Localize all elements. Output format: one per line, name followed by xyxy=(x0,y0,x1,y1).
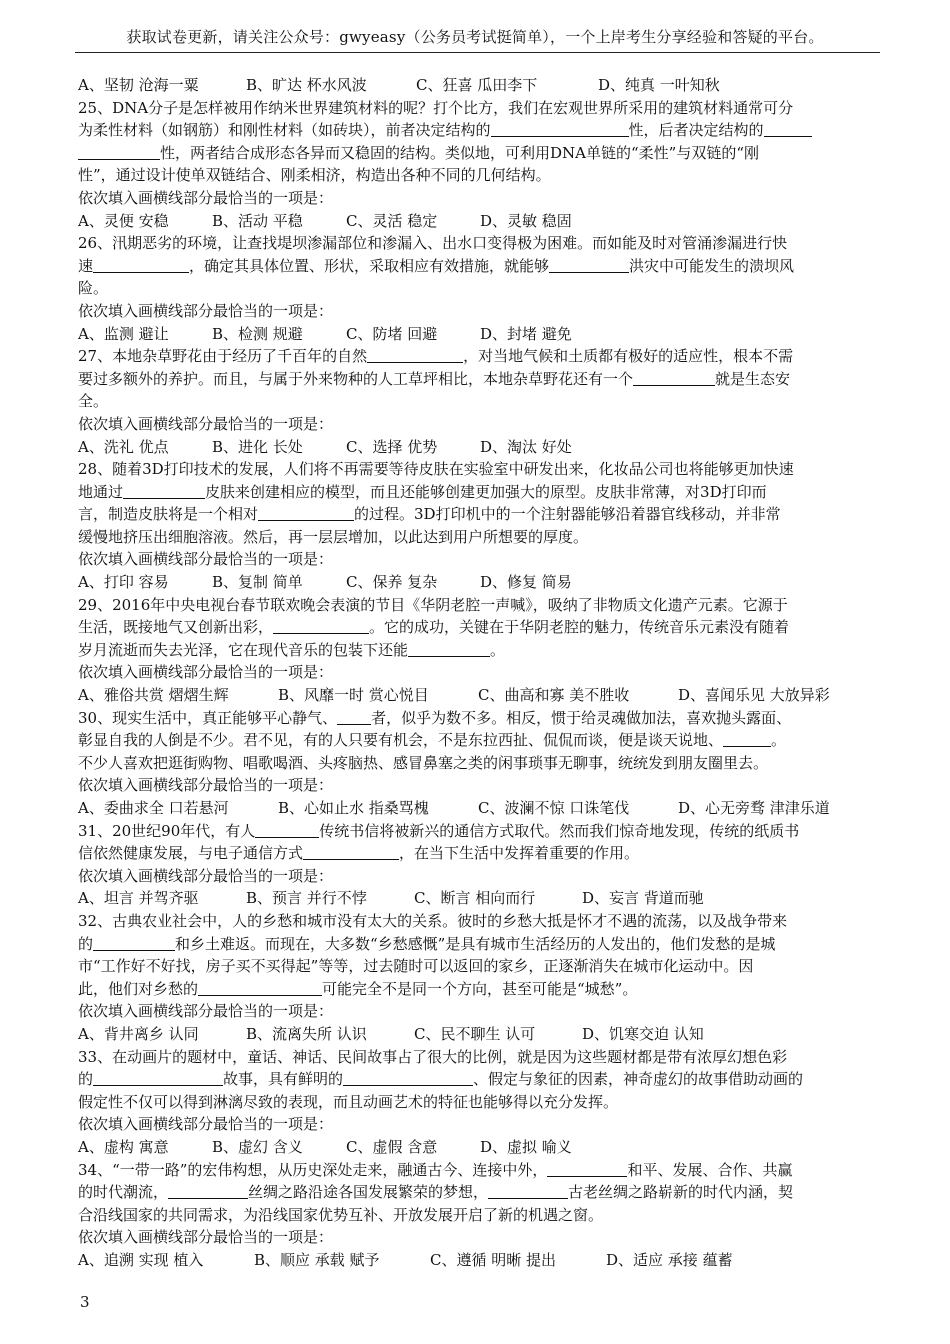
q27-options xyxy=(78,436,883,459)
answer-blank xyxy=(491,121,629,137)
page-header: 获取试卷更新，请关注公众号：gwyeasy（公务员考试挺简单），一个上岸考生分享经验和答疑的平台。 xyxy=(126,28,824,46)
q27-option-d: D、淘汰 好处 xyxy=(480,437,572,456)
q29-option-b: B、风靡一时 赏心悦目 xyxy=(278,686,429,705)
q26-line-1: 26、汛期恶劣的环境，让查找堤坝渗漏部位和渗漏入、出水口变得极为困难。而如能及时对管涌渗漏进行快 xyxy=(78,234,788,253)
q26-line-3: 险。 xyxy=(78,279,109,298)
q32-line-3: 市“工作好不好找，房子买不买得起”等等，过去随时可以返回的家乡，正逐渐消失在城市化运动中。因 xyxy=(78,957,754,976)
q25-option-a: A、灵便 安稳 xyxy=(78,211,169,230)
q29-line-3: 岁月流逝而失去光泽，它在现代音乐的包装下还能 。 xyxy=(78,640,506,659)
answer-blank xyxy=(93,935,175,951)
q28-option-a: A、打印 容易 xyxy=(78,573,169,592)
q33-prompt: 依次填入画横线部分最恰当的一项是： xyxy=(78,1115,334,1134)
q25-option-c: C、灵活 稳定 xyxy=(346,211,438,230)
q25-line-1: 25、DNA分子是怎样被用作纳米世界建筑材料的呢？打个比方，我们在宏观世界所采用的建筑材料通常可分 xyxy=(78,98,794,117)
q25-line-4: 性”，通过设计使单双链结合、刚柔相济，构造出各种不同的几何结构。 xyxy=(78,166,551,185)
q24-option-d: D、纯真 一叶知秋 xyxy=(598,76,720,94)
q25-option-b: B、活动 平稳 xyxy=(212,211,303,230)
q30-line-1: 30、现实生活中，真正能够平心静气、 者，似乎为数不多。相反，惯于给灵魂做加法，喜欢抛头露面、 xyxy=(78,708,792,727)
page-number: 3 xyxy=(80,1293,90,1311)
answer-blank xyxy=(488,1183,568,1199)
answer-blank xyxy=(547,1161,627,1177)
answer-blank xyxy=(408,641,490,657)
q31-options xyxy=(78,887,883,910)
q32-prompt: 依次填入画横线部分最恰当的一项是： xyxy=(78,1002,334,1021)
q27-line-3: 全。 xyxy=(78,392,109,411)
q31-line-1: 31、20世纪90年代，有人 传统书信将被新兴的通信方式取代。然而我们惊奇地发现，传统的纸质书 xyxy=(78,821,800,840)
q27-prompt: 依次填入画横线部分最恰当的一项是： xyxy=(78,414,334,433)
q27-line-2: 要过多额外的养护。而且，与属于外来物种的人工草坪相比，本地杂草野花还有一个 就是生态安 xyxy=(78,369,791,388)
header-divider xyxy=(75,52,880,53)
answer-blank xyxy=(93,257,189,273)
answer-blank xyxy=(93,1070,223,1086)
q34-option-c: C、遵循 明晰 提出 xyxy=(430,1250,557,1269)
q32-line-4: 此，他们对乡愁的 可能完全不是同一个方向，甚至可能是“城愁”。 xyxy=(78,979,638,998)
q25-option-d: D、灵敏 稳固 xyxy=(480,211,572,230)
q34-prompt: 依次填入画横线部分最恰当的一项是： xyxy=(78,1228,334,1247)
q28-prompt: 依次填入画横线部分最恰当的一项是： xyxy=(78,550,334,569)
q34-options xyxy=(78,1249,883,1272)
q25-options xyxy=(78,210,883,233)
q28-line-4: 缓慢地挤压出细胞溶液。然后，再一层层增加，以此达到用户所想要的厚度。 xyxy=(78,527,589,546)
q33-line-1: 33、在动画片的题材中，童话、神话、民间故事占了很大的比例，就是因为这些题材都是带有浓厚幻想色彩 xyxy=(78,1047,788,1066)
q30-options xyxy=(78,797,883,820)
q29-option-a: A、雅俗共赏 熠熠生辉 xyxy=(78,686,229,705)
q29-option-d: D、喜闻乐见 大放异彩 xyxy=(678,686,830,705)
q27-option-b: B、进化 长处 xyxy=(212,437,303,456)
q33-option-c: C、虚假 含意 xyxy=(346,1137,438,1156)
q26-prompt: 依次填入画横线部分最恰当的一项是： xyxy=(78,301,334,320)
q28-line-1: 28、随着3D打印技术的发展，人们将不再需要等待皮肤在实验室中研发出来，化妆品公司也将能够更加快速 xyxy=(78,460,794,479)
q30-option-d: D、心无旁骛 津津乐道 xyxy=(678,799,830,817)
q30-option-b: B、心如止水 指桑骂槐 xyxy=(278,799,429,817)
q28-option-d: D、修复 简易 xyxy=(480,573,572,592)
q27-line-1: 27、本地杂草野花由于经历了千百年的自然 ，对当地气候和土质都有极好的适应性，根本不需 xyxy=(78,347,794,366)
q31-option-d: D、妄言 背道而驰 xyxy=(582,889,704,908)
q29-option-c: C、曲高和寡 美不胜收 xyxy=(478,686,630,705)
q28-line-2: 地通过 皮肤来创建相应的模型，而且还能够创建更加强大的原型。皮肤非常薄，对3D打印而 xyxy=(78,482,767,501)
q26-option-c: C、防堵 回避 xyxy=(346,324,438,343)
q28-options xyxy=(78,571,883,594)
answer-blank xyxy=(337,709,371,725)
q27-option-c: C、选择 优势 xyxy=(346,437,438,456)
q34-option-a: A、追溯 实现 植入 xyxy=(78,1250,204,1269)
answer-blank xyxy=(123,483,205,499)
q26-option-b: B、检测 规避 xyxy=(212,324,303,343)
q33-line-2: 的 故事，具有鲜明的 、假定与象征的因素，神奇虚幻的故事借助动画的 xyxy=(78,1070,804,1089)
q31-option-b: B、预言 并行不悖 xyxy=(246,889,367,908)
q34-line-3: 合沿线国家的共同需求，为沿线国家优势互补、开放发展开启了新的机遇之窗。 xyxy=(78,1205,604,1224)
q28-option-c: C、保养 复杂 xyxy=(346,573,438,592)
answer-blank xyxy=(273,618,369,634)
answer-blank xyxy=(723,731,771,747)
q31-option-a: A、坦言 并驾齐驱 xyxy=(78,889,199,908)
q30-prompt: 依次填入画横线部分最恰当的一项是： xyxy=(78,776,334,795)
q29-options xyxy=(78,684,883,707)
q33-option-b: B、虚幻 含义 xyxy=(212,1137,303,1156)
q33-option-d: D、虚拟 喻义 xyxy=(480,1137,572,1156)
answer-blank xyxy=(549,257,629,273)
q26-options xyxy=(78,323,883,346)
q27-option-a: A、洗礼 优点 xyxy=(78,437,169,456)
q24-option-b: B、旷达 杯水风波 xyxy=(246,76,367,94)
answer-blank xyxy=(168,1183,248,1199)
answer-blank xyxy=(258,505,354,521)
q34-option-d: D、适应 承接 蕴蓄 xyxy=(606,1250,733,1269)
q24-options xyxy=(78,74,883,97)
q34-line-2: 的时代潮流， 丝绸之路沿途各国发展繁荣的梦想， 古老丝绸之路崭新的时代内涵，契 xyxy=(78,1183,794,1202)
q25-line-3: 性，两者结合成形态各异而又稳固的结构。类似地，可利用DNA单链的“柔性”与双链的“刚 xyxy=(78,142,883,165)
q33-options xyxy=(78,1136,883,1159)
q26-option-d: D、封堵 避免 xyxy=(480,324,572,343)
q32-line-2: 的 和乡土难返。而现在，大多数“乡愁感慨”是具有城市生活经历的人发出的，他们发愁的是城 xyxy=(78,934,776,953)
q32-options xyxy=(78,1023,883,1046)
q24-option-a: A、坚韧 沧海一粟 xyxy=(78,76,199,94)
q33-line-3: 假定性不仅可以得到淋漓尽致的表现，而且动画艺术的特征也能够得以充分发挥。 xyxy=(78,1092,619,1111)
q34-line-1: 34、“一带一路”的宏伟构想，从历史深处走来，融通古今、连接中外， 和平、发展、合作、共赢 xyxy=(78,1160,793,1179)
answer-blank xyxy=(367,347,463,363)
q34-option-b: B、顺应 承载 赋予 xyxy=(254,1250,380,1269)
answer-blank xyxy=(633,370,715,386)
q32-line-1: 32、古典农业社会中，人的乡愁和城市没有太大的关系。彼时的乡愁大抵是怀才不遇的流荡，以及战争带来 xyxy=(78,911,788,930)
q30-line-2: 彰显自我的人倒是不少。君不见，有的人只要有机会，不是东拉西扯、侃侃而谈，便是谈天说地、 。 xyxy=(78,731,787,750)
answer-blank xyxy=(198,980,322,996)
q31-prompt: 依次填入画横线部分最恰当的一项是： xyxy=(78,866,334,885)
q32-option-c: C、民不聊生 认可 xyxy=(414,1024,536,1043)
q28-option-b: B、复制 简单 xyxy=(212,573,303,592)
q29-line-1: 29、2016年中央电视台春节联欢晚会表演的节目《华阴老腔一声喊》，吸纳了非物质文化遗产元素。它源于 xyxy=(78,595,788,614)
q30-line-3: 不少人喜欢把逛街购物、唱歌喝酒、头疼脑热、感冒鼻塞之类的闲事琐事无聊事，统统发到朋友圈里去。 xyxy=(78,753,769,772)
q29-line-2: 生活，既接地气又创新出彩， 。它的成功，关键在于华阴老腔的魅力，传统音乐元素没有随着 xyxy=(78,618,790,637)
answer-blank xyxy=(303,844,399,860)
answer-blank xyxy=(764,121,812,137)
answer-blank xyxy=(78,144,160,160)
q28-line-3: 言，制造皮肤将是一个相对 的过程。3D打印机中的一个注射器能够沿着器官线移动，并非常 xyxy=(78,505,781,524)
answer-blank xyxy=(343,1070,473,1086)
q25-prompt: 依次填入画横线部分最恰当的一项是： xyxy=(78,188,334,207)
q33-option-a: A、虚构 寓意 xyxy=(78,1137,169,1156)
q32-option-a: A、背井离乡 认同 xyxy=(78,1024,199,1043)
document-body xyxy=(78,74,883,1271)
q24-option-c: C、狂喜 瓜田李下 xyxy=(416,76,538,94)
q32-option-d: D、饥寒交迫 认知 xyxy=(582,1024,704,1043)
q26-line-2: 速 ，确定其具体位置、形状，采取相应有效措施，就能够 洪灾中可能发生的溃坝风 xyxy=(78,256,795,275)
q26-option-a: A、监测 避让 xyxy=(78,324,169,343)
answer-blank xyxy=(255,822,319,838)
q30-option-a: A、委曲求全 口若悬河 xyxy=(78,799,229,817)
q30-option-c: C、波澜不惊 口诛笔伐 xyxy=(478,799,630,817)
q29-prompt: 依次填入画横线部分最恰当的一项是： xyxy=(78,663,334,682)
q31-line-2: 信依然健康发展，与电子通信方式 ，在当下生活中发挥着重要的作用。 xyxy=(78,844,640,863)
q25-line-2: 为柔性材料（如钢筋）和刚性材料（如砖块），前者决定结构的 性，后者决定结构的 xyxy=(78,119,883,142)
q32-option-b: B、流离失所 认识 xyxy=(246,1024,367,1043)
q31-option-c: C、断言 相向而行 xyxy=(414,889,536,908)
